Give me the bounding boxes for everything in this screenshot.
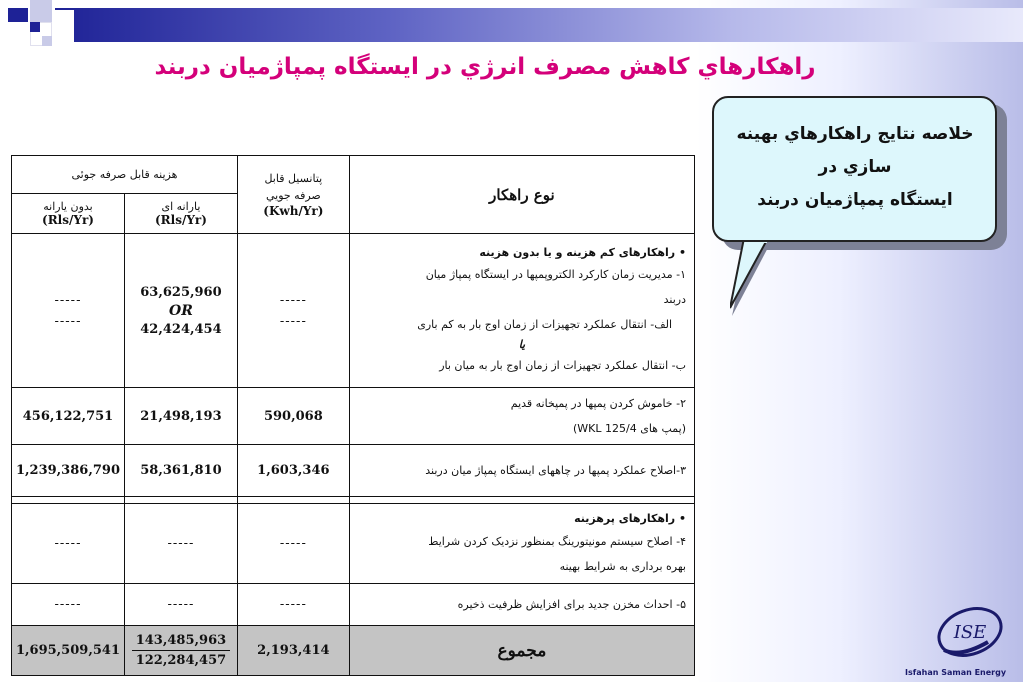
row2-line2: (پمپ های WKL 125/4) [573, 422, 686, 435]
row1-line1: ۱- مدیریت زمان کارکرد الکتروپمپها در ایستگاه پمپاژ میان [425, 267, 686, 281]
total-label: مجموع [349, 626, 694, 676]
row1-unsubsidized-b: ----- [54, 313, 82, 329]
row4-line1: ۴- اصلاح سیستم مونیتورینگ بمنظور نزدیک کردن شرایط [428, 534, 686, 548]
row4-line2: بهره برداری به شرایط بهینه [559, 559, 686, 573]
decor-square [30, 22, 40, 32]
total-unsubsidized: 1,695,509,541 [12, 626, 125, 676]
row5-subsidized: ----- [124, 584, 237, 626]
row5-line1: ۵- احداث مخزن جدید برای افزایش ظرفیت ذخیره [457, 598, 686, 611]
header-strategy-label: نوع راهكار [489, 185, 555, 204]
row3-description [349, 445, 694, 497]
row1-unsubsidized [12, 234, 125, 388]
header-subsidized-unit: (Rls/Yr) [154, 213, 207, 227]
callout-text [720, 118, 990, 217]
row1-subsidized-a: 63,625,960 [140, 284, 222, 300]
header-subsidized-label: يارانه ای [161, 200, 201, 213]
row1-line3: الف- انتقال عملکرد تجهیزات از زمان اوج بار به کم باری [417, 317, 672, 331]
row2-potential: 590,068 [237, 388, 349, 445]
header-unsubsidized [12, 194, 125, 234]
row2-unsubsidized: 456,122,751 [12, 388, 125, 445]
header-potential-line2: صرفه جويي [265, 188, 321, 202]
row1-subsidized-b: 42,424,454 [140, 321, 222, 337]
total-subsidized-bottom: 122,284,457 [135, 653, 227, 668]
header-strategy [349, 156, 694, 234]
company-name: Isfahan Saman Energy [905, 668, 1007, 677]
total-subsidized [124, 626, 237, 676]
row5-unsubsidized: ----- [12, 584, 125, 626]
row3-line1: ۳-اصلاح عملکرد پمپها در چاههای ایستگاه پمپاژ میان دربند [425, 464, 686, 477]
header-unsubsidized-unit: (Rls/Yr) [42, 213, 94, 227]
row1-potential [237, 234, 349, 388]
row4-subsidized: ----- [124, 504, 237, 584]
row1-description [349, 234, 694, 388]
table-row [12, 234, 695, 388]
row1-line4: ب- انتقال عملکرد تجهیزات از زمان اوج بار به میان بار [439, 358, 686, 372]
row2-subsidized: 21,498,193 [124, 388, 237, 445]
row1-potential-b: ----- [279, 313, 307, 329]
header-bar [55, 8, 1023, 42]
callout-line-1: خلاصه نتايج راهكارهاي بهينه [736, 124, 974, 144]
section-gap [12, 497, 695, 504]
callout-tail [730, 238, 790, 318]
row3-unsubsidized: 1,239,386,790 [12, 445, 125, 497]
ise-logo-mark: ISE [953, 622, 987, 643]
slide-title: راهكارهاي كاهش مصرف انرژي در ايستگاه پمپاژميان دربند [154, 54, 816, 80]
decor-square [30, 0, 52, 22]
results-table [11, 155, 695, 676]
row1-potential-a: ----- [279, 292, 307, 308]
row1-heading: • راهکارهای کم هزینه و یا بدون هزینه [479, 245, 686, 259]
total-subsidized-top: 143,485,963 [132, 633, 230, 651]
row3-subsidized: 58,361,810 [124, 445, 237, 497]
header-cost-group [12, 156, 238, 194]
callout-line-2: سازي در [818, 157, 892, 177]
header-potential-unit: (Kwh/Yr) [263, 203, 324, 218]
callout-line-3: ايستگاه پمپاژميان دربند [757, 190, 953, 210]
table-row [12, 584, 695, 626]
row1-or-fa: يا [518, 337, 526, 351]
table-row-total [12, 626, 695, 676]
row1-line2: دربند [663, 292, 686, 306]
decor-square [52, 10, 74, 46]
row2-description [349, 388, 694, 445]
header-cost-group-label: هزینه قابل صرفه جوئی [71, 168, 178, 181]
table-row [12, 388, 695, 445]
row4-heading: • راهکارهای پرهزینه [574, 511, 686, 525]
ise-logo [930, 600, 1010, 662]
total-potential: 2,193,414 [237, 626, 349, 676]
decor-square [8, 8, 28, 22]
row1-or-label: OR [169, 302, 193, 319]
header-potential-line1: پتانسيل قابل [264, 171, 323, 185]
row4-description [349, 504, 694, 584]
header-subsidized [124, 194, 237, 234]
row5-potential: ----- [237, 584, 349, 626]
decor-square [42, 36, 52, 46]
row2-line1: ۲- خاموش کردن پمپها در پمپخانه قدیم [510, 397, 686, 410]
header-potential [237, 156, 349, 234]
row4-unsubsidized: ----- [12, 504, 125, 584]
table-row [12, 445, 695, 497]
table-row [12, 504, 695, 584]
row3-potential: 1,603,346 [237, 445, 349, 497]
row1-unsubsidized-a: ----- [54, 292, 82, 308]
row5-description [349, 584, 694, 626]
row1-subsidized [124, 234, 237, 388]
header-unsubsidized-label: بدون يارانه [43, 200, 93, 213]
row4-potential: ----- [237, 504, 349, 584]
